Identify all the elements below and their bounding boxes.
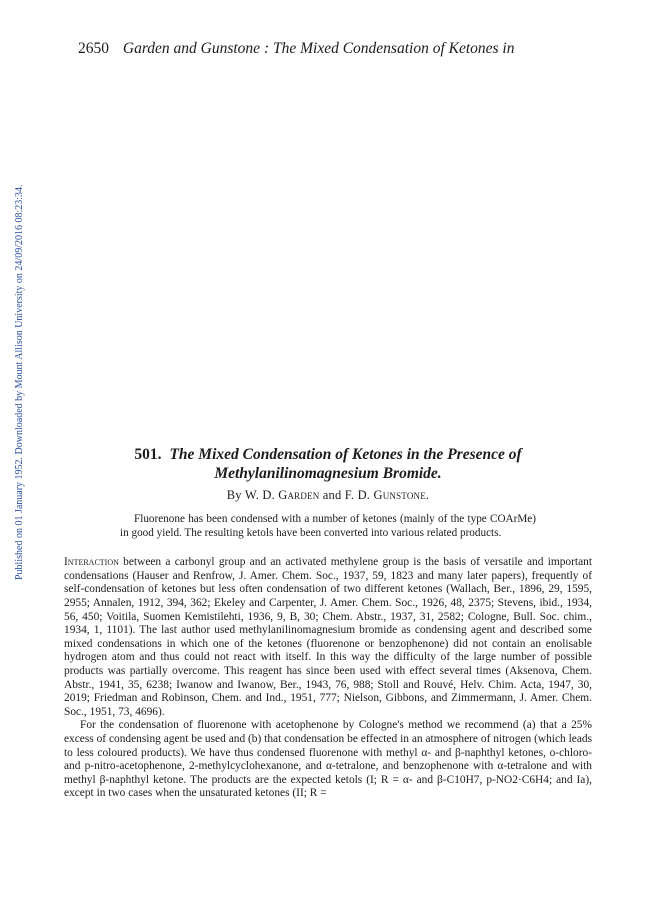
article-title-text: The Mixed Condensation of Ketones in the Presence of Methylanilinomagnesium Bromide. bbox=[169, 446, 522, 482]
article-title bbox=[64, 445, 592, 483]
article-number: 501. bbox=[134, 446, 162, 463]
article bbox=[64, 445, 592, 801]
author2-surname: Gunstone. bbox=[373, 488, 430, 502]
paragraph-lead: Interaction bbox=[64, 556, 119, 569]
page-number: 2650 bbox=[78, 40, 109, 57]
abstract: Fluorenone has been condensed with a number of ketones (mainly of the type COArMe) in good yield. The resulting ketols have been converted into various related products. bbox=[120, 513, 536, 539]
running-head bbox=[78, 40, 598, 58]
paragraph-2: For the condensation of fluorenone with acetophenone by Cologne's method we recommend (a) that a 25% excess of condensing agent be used and (b) that condensation be effected in an atmosphere of nitrogen (which leads to less coloured products). We have thus condensed fluorenone with methyl α- and β-naphthyl ketones, o-chloro- and p-nitro-acetophenone, 2-methylcyclohexanone, and α-tetralone, and benzophenone with α-tetralone and with methyl β-naphthyl ketone. The products are the expected ketols (I; R = α- and β-C10H7, p-NO2·C6H4; and Ia), except in two cases when the unsaturated ketones (II; R = bbox=[64, 719, 592, 800]
download-watermark: Published on 01 January 1952. Downloaded by Mount Allison University on 24/09/2016 08:23:34. bbox=[14, 184, 25, 580]
author2-initials: F. D. bbox=[344, 488, 371, 502]
byline-and: and bbox=[322, 488, 342, 502]
running-title: Garden and Gunstone : The Mixed Condensation of Ketones in bbox=[122, 40, 515, 57]
byline bbox=[64, 488, 592, 503]
author1-surname: Garden bbox=[278, 488, 320, 502]
body-text bbox=[64, 556, 592, 801]
paragraph-1-text: between a carbonyl group and an activated methylene group is the basis of versatile and important condensations (Hauser and Renfrow, J. Amer. Chem. Soc., 1937, 59, 1823 and many later papers), frequently of self-condensation of ketones but less often condensation of two different ketones (Wallach, Ber., 1896, 29, 1595, 2955; Annalen, 1912, 394, 362; Ekeley and Carpenter, J. Amer. Chem. Soc., 1926, 48, 2375; Stevens, ibid., 1934, 56, 450; Voitila, Suomen Kemistilehti, 1936, 9, B, 30; Chem. Abstr., 1937, 31, 2582; Cologne, Bull. Soc. chim., 1934, 1, 1101). The last author used methylanilinomagnesium bromide as condensing agent and described some mixed condensations in which one of the ketones (fluorenone or benzophenone) did not contain an enolisable hydrogen atom and thus could not react with itself. In this way the difficulty of the large number of possible products was partially overcome. This reagent has since been used with effect several times (Aksenova, Chem. Abstr., 1941, 35, 6238; Iwanow and Iwanow, Ber., 1943, 76, 988; Stoll and Rouvé, Helv. Chim. Acta, 1947, 30, 2019; Friedman and Robinson, Chem. and Ind., 1951, 777; Nielson, Gibbons, and Zimmermann, J. Amer. Chem. Soc., 1951, 73, 4696). bbox=[64, 556, 592, 718]
byline-prefix: By bbox=[226, 488, 242, 502]
author1-initials: W. D. bbox=[244, 488, 275, 502]
paragraph-1 bbox=[64, 556, 592, 719]
